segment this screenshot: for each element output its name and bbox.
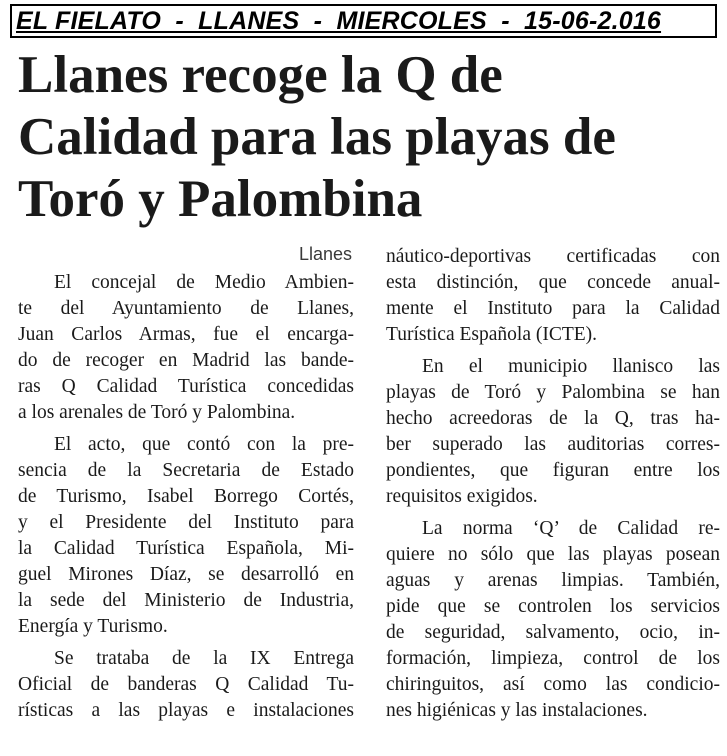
text-line: Se trataba de la IX Entrega <box>54 648 354 669</box>
article-column-left <box>18 244 354 724</box>
text-line: náutico-deportivas certificadas con <box>386 246 720 267</box>
text-line: pondientes, que figuran entre los <box>386 460 720 481</box>
text-line: Turística Española (ICTE). <box>386 324 598 345</box>
text-line: quiere no sólo que las playas posean <box>386 544 720 565</box>
text-line: pide que se controlen los servicios <box>386 596 720 617</box>
text-line: rísticas a las playas e instalaciones <box>18 700 354 721</box>
text-line: a los arenales de Toró y Palombina. <box>18 402 296 423</box>
text-line: ras Q Calidad Turística concedidas <box>18 376 354 397</box>
text-line: Oficial de banderas Q Calidad Tu- <box>18 674 354 695</box>
text-line: sencia de la Secretaria de Estado <box>18 460 354 481</box>
text-line: En el municipio llanisco las <box>422 356 720 377</box>
text-line: mente el Instituto para la Calidad <box>386 298 720 319</box>
dateline: Llanes <box>298 244 352 264</box>
text-line: nes higiénicas y las instalaciones. <box>386 700 648 721</box>
headline-line: Toró y Palombina <box>18 170 423 228</box>
text-line: do de recoger en Madrid las bande- <box>18 350 354 371</box>
text-line: te del Ayuntamiento de Llanes, <box>18 298 354 319</box>
text-line: ber superado las auditorias corres- <box>386 434 720 455</box>
text-line: playas de Toró y Palombina se han <box>386 382 720 403</box>
text-line: esta distinción, que concede anual- <box>386 272 720 293</box>
text-line: Energía y Turismo. <box>18 616 168 637</box>
text-line: formación, limpieza, control de los <box>386 648 720 669</box>
text-line: la sede del Ministerio de Industria, <box>18 590 354 611</box>
text-line: La norma ‘Q’ de Calidad re- <box>422 518 720 539</box>
text-line: guel Mirones Díaz, se desarrolló en <box>18 564 354 585</box>
text-line: de seguridad, salvamento, ocio, in- <box>386 622 720 643</box>
text-line: hecho acreedoras de la Q, tras ha- <box>386 408 720 429</box>
headline-line: Calidad para las playas de <box>18 108 616 166</box>
text-line: de Turismo, Isabel Borrego Cortés, <box>18 486 354 507</box>
text-line: y el Presidente del Instituto para <box>18 512 354 533</box>
article-column-right <box>386 244 720 724</box>
text-line: aguas y arenas limpias. También, <box>386 570 720 591</box>
headline-line: Llanes recoge la Q de <box>18 46 503 104</box>
text-line: El concejal de Medio Ambien- <box>54 272 354 293</box>
text-line: chiringuitos, así como las condicio- <box>386 674 720 695</box>
source-line: EL FIELATO - LLANES - MIERCOLES - 15-06-2.016 <box>10 4 717 38</box>
text-line: Juan Carlos Armas, fue el encarga- <box>18 324 354 345</box>
text-line: requisitos exigidos. <box>386 486 538 507</box>
text-line: El acto, que contó con la pre- <box>54 434 354 455</box>
text-line: la Calidad Turística Española, Mi- <box>18 538 354 559</box>
headline <box>18 44 718 230</box>
